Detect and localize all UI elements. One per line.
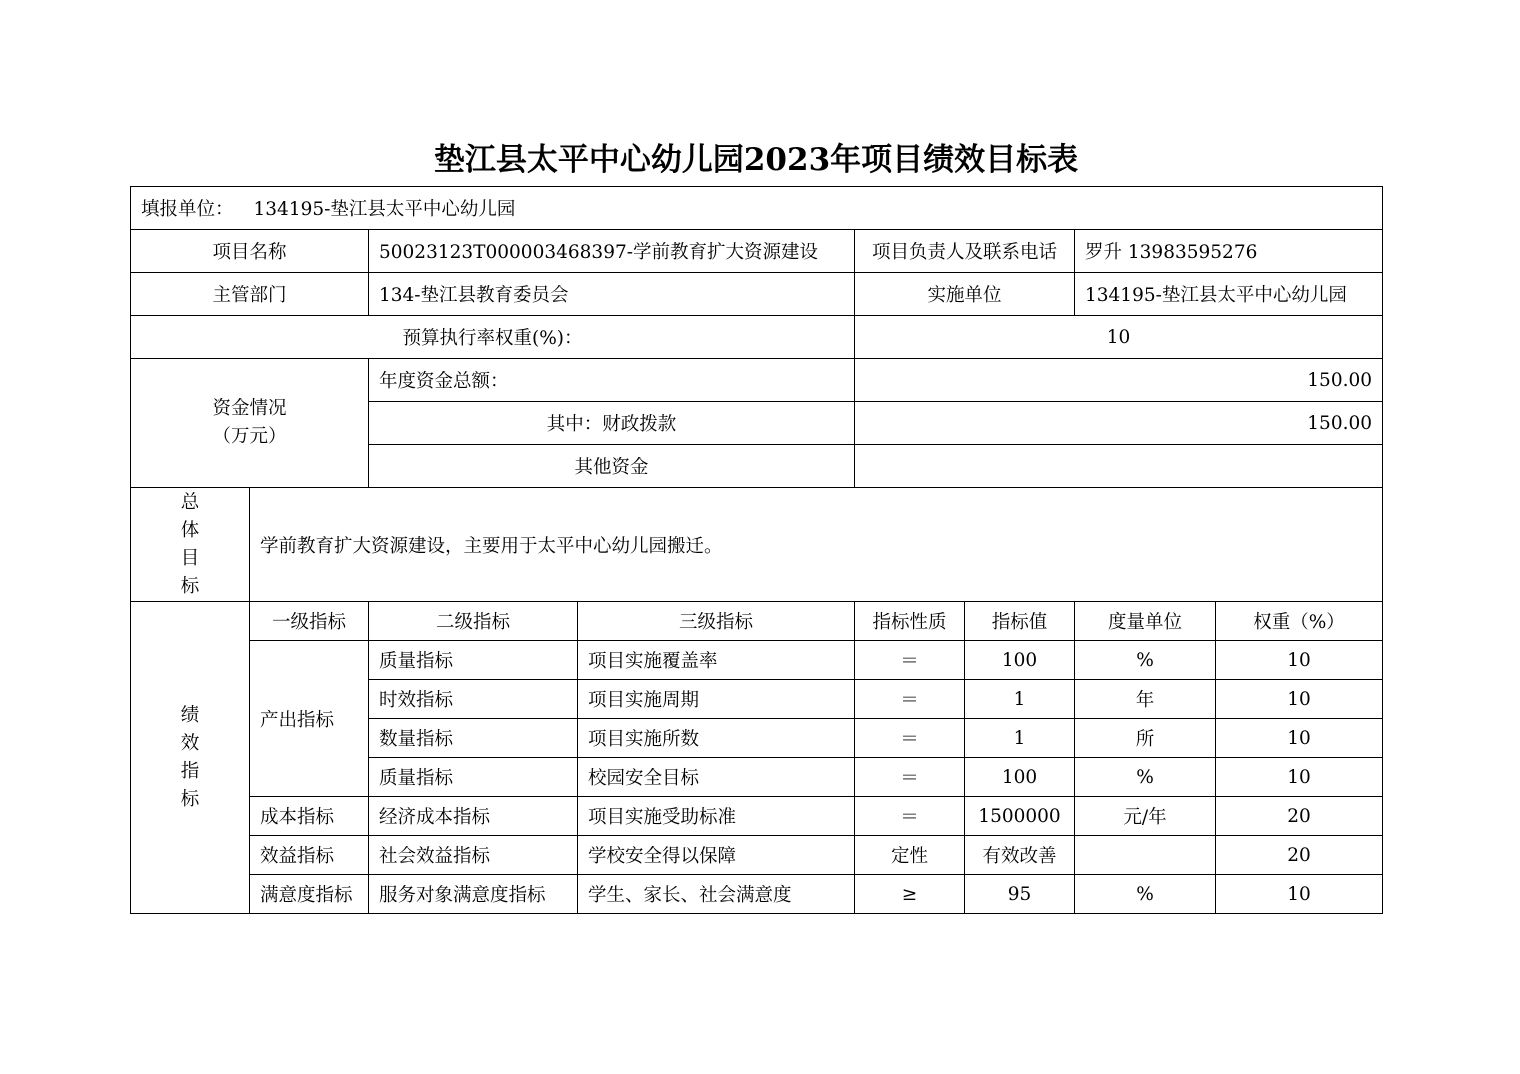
project-name-label: 项目名称 bbox=[131, 230, 369, 273]
funds-total-row bbox=[131, 359, 1383, 402]
funds-fiscal-value: 150.00 bbox=[855, 402, 1383, 445]
funds-unit-label: （万元） bbox=[212, 426, 287, 447]
level3-cell: 项目实施周期 bbox=[578, 680, 855, 719]
header-level3: 三级指标 bbox=[578, 602, 855, 641]
value-cell: 100 bbox=[965, 641, 1075, 680]
funds-other-value bbox=[855, 445, 1383, 488]
nature-cell: ＝ bbox=[855, 680, 965, 719]
project-row bbox=[131, 230, 1383, 273]
performance-label-char: 效 bbox=[180, 732, 200, 754]
level3-cell: 项目实施受助标准 bbox=[578, 797, 855, 836]
value-cell: 1 bbox=[965, 680, 1075, 719]
level2-cell: 经济成本指标 bbox=[369, 797, 578, 836]
header-level2: 二级指标 bbox=[369, 602, 578, 641]
performance-label-char: 标 bbox=[180, 788, 200, 810]
project-name-value: 50023123T000003468397-学前教育扩大资源建设 bbox=[369, 230, 855, 273]
overall-goal-label-char: 标 bbox=[180, 575, 200, 597]
value-cell: 有效改善 bbox=[965, 836, 1075, 875]
nature-cell: ＝ bbox=[855, 758, 965, 797]
value-cell: 100 bbox=[965, 758, 1075, 797]
header-nature: 指标性质 bbox=[855, 602, 965, 641]
overall-goal-label-char: 目 bbox=[180, 547, 200, 569]
funds-label-cell bbox=[131, 359, 369, 488]
header-unit: 度量单位 bbox=[1075, 602, 1216, 641]
department-row bbox=[131, 273, 1383, 316]
implementing-unit-label: 实施单位 bbox=[855, 273, 1075, 316]
weight-cell: 10 bbox=[1216, 758, 1383, 797]
performance-label bbox=[131, 602, 250, 914]
level2-cell: 时效指标 bbox=[369, 680, 578, 719]
level1-output: 产出指标 bbox=[250, 641, 369, 797]
unit-cell: % bbox=[1075, 758, 1216, 797]
nature-cell: 定性 bbox=[855, 836, 965, 875]
level3-cell: 校园安全目标 bbox=[578, 758, 855, 797]
unit-cell: % bbox=[1075, 875, 1216, 914]
level1-satisfaction: 满意度指标 bbox=[250, 875, 369, 914]
nature-cell: ＝ bbox=[855, 797, 965, 836]
nature-cell: ≥ bbox=[855, 875, 965, 914]
weight-cell: 10 bbox=[1216, 719, 1383, 758]
level3-cell: 项目实施所数 bbox=[578, 719, 855, 758]
unit-cell: 所 bbox=[1075, 719, 1216, 758]
level3-cell: 学校安全得以保障 bbox=[578, 836, 855, 875]
unit-cell: 元/年 bbox=[1075, 797, 1216, 836]
unit-cell: 年 bbox=[1075, 680, 1216, 719]
header-weight: 权重（%） bbox=[1216, 602, 1383, 641]
project-contact-value: 罗升 13983595276 bbox=[1075, 230, 1383, 273]
budget-weight-value: 10 bbox=[855, 316, 1383, 359]
nature-cell: ＝ bbox=[855, 641, 965, 680]
level3-cell: 学生、家长、社会满意度 bbox=[578, 875, 855, 914]
overall-goal-label-char: 总 bbox=[180, 491, 200, 513]
header-level1: 一级指标 bbox=[250, 602, 369, 641]
level1-benefit: 效益指标 bbox=[250, 836, 369, 875]
level3-cell: 项目实施覆盖率 bbox=[578, 641, 855, 680]
implementing-unit-value: 134195-垫江县太平中心幼儿园 bbox=[1075, 273, 1383, 316]
funds-total-value: 150.00 bbox=[855, 359, 1383, 402]
table-row bbox=[131, 836, 1383, 875]
performance-label-char: 指 bbox=[180, 760, 200, 782]
filler-cell bbox=[131, 187, 1383, 230]
budget-weight-row bbox=[131, 316, 1383, 359]
weight-cell: 20 bbox=[1216, 836, 1383, 875]
performance-header-row bbox=[131, 602, 1383, 641]
weight-cell: 20 bbox=[1216, 797, 1383, 836]
overall-goal-row bbox=[131, 488, 1383, 602]
level2-cell: 社会效益指标 bbox=[369, 836, 578, 875]
level2-cell: 数量指标 bbox=[369, 719, 578, 758]
performance-label-char: 绩 bbox=[180, 704, 200, 726]
overall-goal-label-char: 体 bbox=[180, 519, 200, 541]
page-title: 垫江县太平中心幼儿园2023年项目绩效目标表 bbox=[433, 142, 1079, 178]
funds-fiscal-label: 其中：财政拨款 bbox=[369, 402, 855, 445]
unit-cell: % bbox=[1075, 641, 1216, 680]
unit-cell bbox=[1075, 836, 1216, 875]
nature-cell: ＝ bbox=[855, 719, 965, 758]
weight-cell: 10 bbox=[1216, 680, 1383, 719]
level2-cell: 质量指标 bbox=[369, 641, 578, 680]
value-cell: 1 bbox=[965, 719, 1075, 758]
header-value: 指标值 bbox=[965, 602, 1075, 641]
overall-goal-label bbox=[131, 488, 250, 602]
weight-cell: 10 bbox=[1216, 641, 1383, 680]
table-row bbox=[131, 875, 1383, 914]
weight-cell: 10 bbox=[1216, 875, 1383, 914]
value-cell: 1500000 bbox=[965, 797, 1075, 836]
funds-label: 资金情况 bbox=[212, 398, 287, 419]
table-row bbox=[131, 797, 1383, 836]
value-cell: 95 bbox=[965, 875, 1075, 914]
funds-other-label: 其他资金 bbox=[369, 445, 855, 488]
performance-goal-table bbox=[130, 186, 1383, 914]
project-contact-label: 项目负责人及联系电话 bbox=[855, 230, 1075, 273]
budget-weight-label: 预算执行率权重(%)： bbox=[131, 316, 855, 359]
filler-value: 134195-垫江县太平中心幼儿园 bbox=[253, 199, 516, 220]
level2-cell: 服务对象满意度指标 bbox=[369, 875, 578, 914]
level1-cost: 成本指标 bbox=[250, 797, 369, 836]
overall-goal-text: 学前教育扩大资源建设，主要用于太平中心幼儿园搬迁。 bbox=[250, 488, 1383, 602]
table-row bbox=[131, 641, 1383, 680]
filler-label: 填报单位： bbox=[141, 199, 234, 220]
level2-cell: 质量指标 bbox=[369, 758, 578, 797]
department-label: 主管部门 bbox=[131, 273, 369, 316]
department-value: 134-垫江县教育委员会 bbox=[369, 273, 855, 316]
funds-total-label: 年度资金总额： bbox=[369, 359, 855, 402]
filler-row bbox=[131, 187, 1383, 230]
